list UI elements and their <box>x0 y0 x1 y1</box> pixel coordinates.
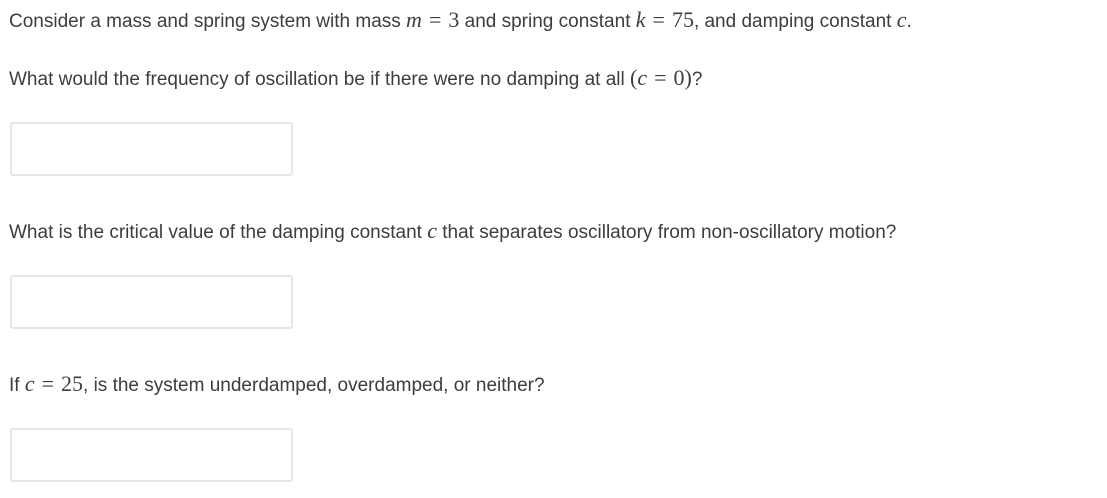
equals-sign: = <box>652 7 665 32</box>
question-2-text: that separates oscillatory from non-oscillatory motion? <box>436 222 897 243</box>
question-3 <box>9 372 545 398</box>
intro-text: Consider a mass and spring system with mass <box>9 11 407 32</box>
damping-variable: c <box>427 218 437 243</box>
spring-equation <box>636 7 694 32</box>
spring-variable: k <box>635 7 646 32</box>
equals-sign: = <box>654 65 667 90</box>
damping-variable: c <box>637 65 648 90</box>
question-2 <box>9 219 896 245</box>
answer-input-2[interactable] <box>10 275 293 329</box>
equals-sign: = <box>428 7 442 32</box>
answer-input-3[interactable] <box>10 428 293 482</box>
mass-equation <box>406 7 459 32</box>
question-3-text: , is the system underdamped, overdamped, or neither? <box>83 375 545 396</box>
mass-variable: m <box>406 7 422 32</box>
damping-equation <box>25 371 83 396</box>
intro-text: , and damping constant <box>693 11 897 32</box>
damping-variable: c <box>24 371 35 396</box>
equals-sign: = <box>41 371 55 396</box>
spring-value: 75 <box>671 7 694 32</box>
question-2-text: What is the critical value of the damping constant <box>9 222 428 243</box>
question-3-text: If <box>9 375 25 396</box>
mass-value: 3 <box>448 7 460 32</box>
question-1-text: ? <box>691 69 703 90</box>
intro-text: and spring constant <box>459 11 636 32</box>
answer-input-1[interactable] <box>10 122 293 176</box>
damping-value: 0 <box>673 65 685 90</box>
question-1 <box>9 66 702 92</box>
question-1-text: What would the frequency of oscillation be if there were no damping at all <box>9 69 631 90</box>
intro-text: . <box>906 11 912 32</box>
damping-value: 25 <box>61 371 84 396</box>
no-damping-equation: (c = 0) <box>630 65 692 90</box>
damping-variable: c <box>896 7 907 32</box>
problem-statement <box>9 8 912 34</box>
